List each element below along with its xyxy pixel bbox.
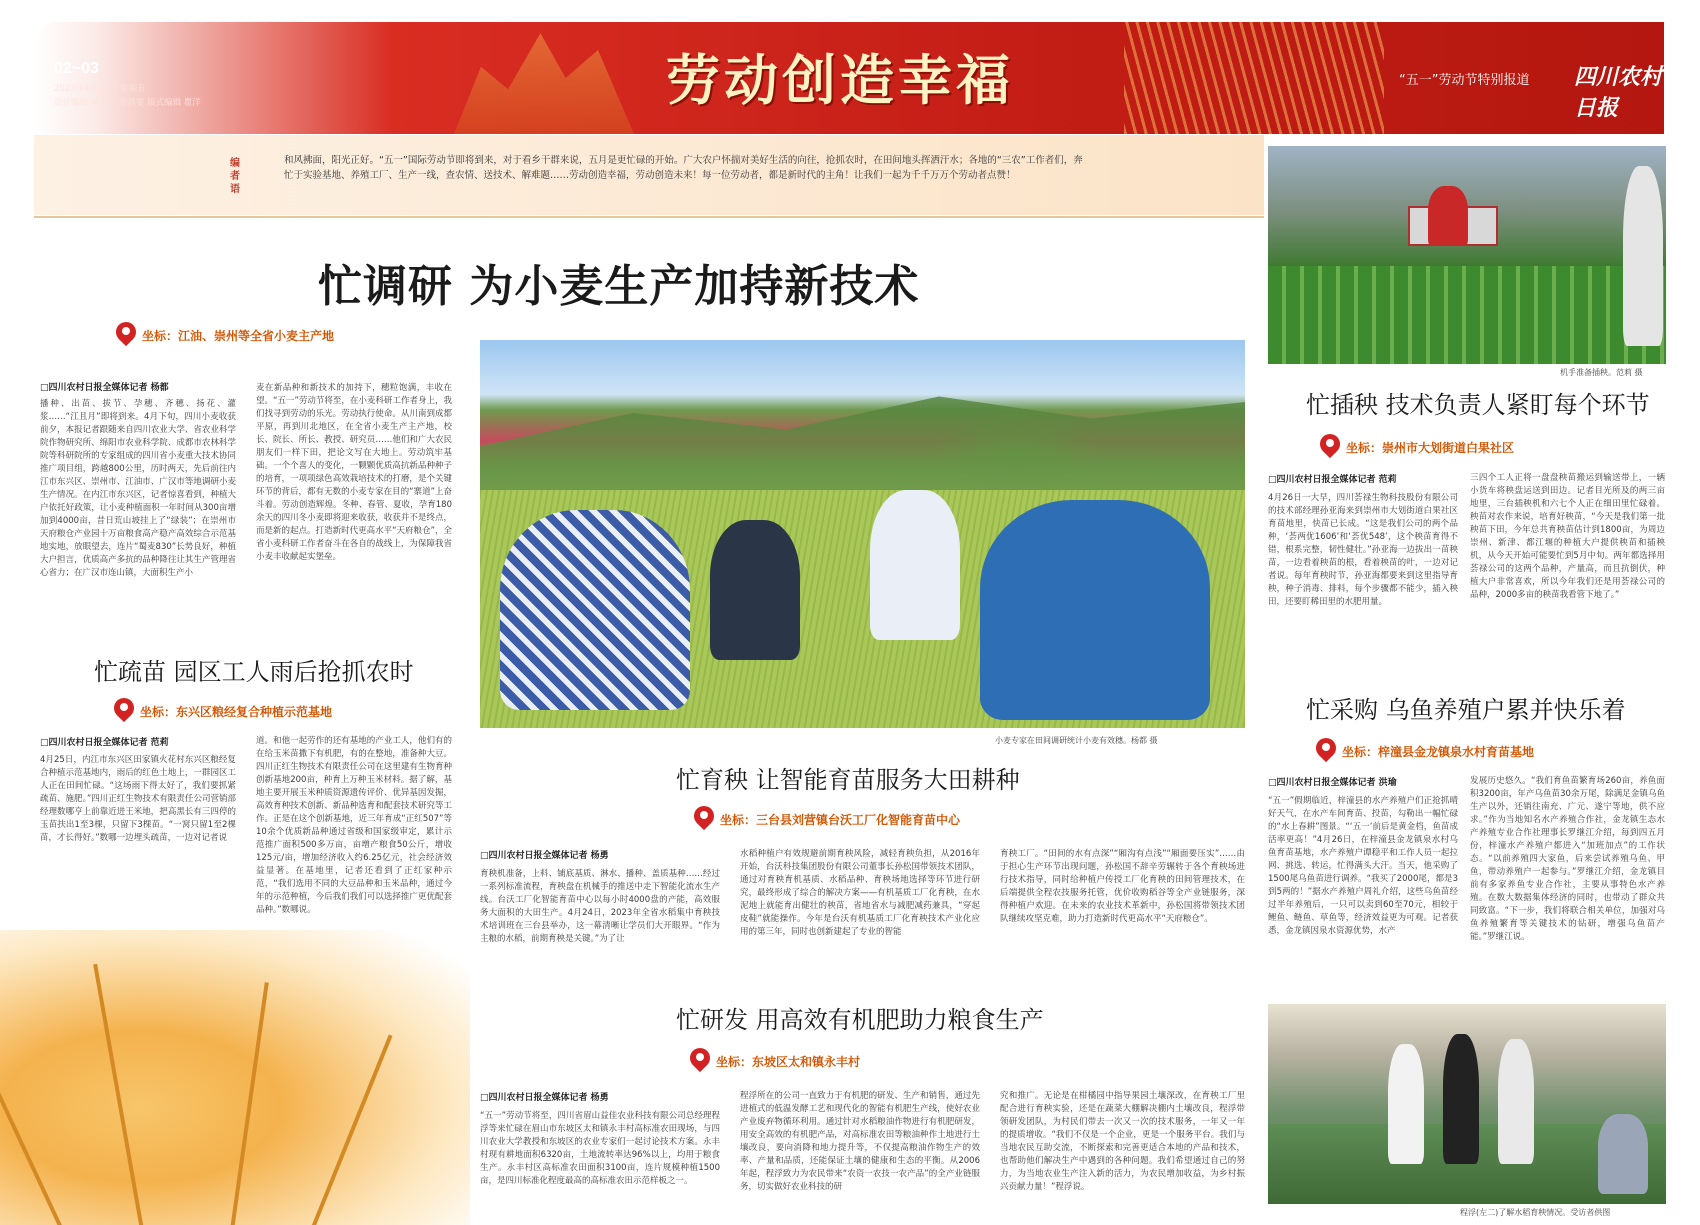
article-wheat-col2: 麦在新品种和新技术的加持下，穗粒饱满，丰收在望。“五一”劳动节将至，在小麦科研工作者身上，我们找寻到劳动的乐光。劳动执行使命。从川南到成都平原，再到川北地区，在全省小麦生产主产地，校长、院长、所长、教授、研究员……他们和广大农民朋友们一样下田，把论文写在大地上。劳动筑牢基础。一个个喜人的变化，一颗颗优质高抗新品种种子的培育，一项项绿色高效栽培技术的打磨，是个关键环节的背后，都有无数的小麦专家在目的“寨道”上奋斗着。劳动创造辉煌。冬种、春管、夏收，孕育180余天的四川冬小麦即将迎来收获，收获并不是终点，而是新的起点。打造新时代更高水平“天府粮仓”，全省小麦科研工作者奋斗在各自的战线上，为保障我省小麦丰收献起实堡垒。: [256, 383, 452, 562]
location-label: 坐标：三台县刘营镇台沃工厂化智能育苗中心: [720, 812, 961, 827]
location-wheat: [116, 322, 334, 348]
page-title: 劳动创造幸福: [666, 48, 1014, 112]
article-transplant-col1: 4月26日一大早，四川荟禄生物科技股份有限公司的技术部经理孙亚海来到崇州市大划街道白果社区育苗地里，快苗已长成。“这是我们公司的两个品种，‘荟两优1606’和‘荟优548’，这个秧苗育得不错，根系完整，韧性健壮。”孙亚海一边拔出一苗秧苗，一边看着秧苗的根，看着秧苗的叶，一边对记者说。每年育秧时节，孙亚海都要来到这里指导育秧，种子消毒、排料，每个步骤都不能少，插入秧田，还要盯稀田里的水肥用量。: [1268, 493, 1458, 607]
location-pin-icon: [690, 1048, 710, 1074]
caption-wheat: 小麦专家在田间调研统计小麦有效穗。杨都 摄: [995, 736, 1158, 745]
location-transplant: [1320, 434, 1514, 460]
location-label: 坐标：东兴区粮经复合种植示范基地: [140, 704, 333, 719]
article-fish-col2: 发展历史悠久。“我们育鱼苗繁育场260亩，养鱼面积3200亩，年产乌鱼苗30余万尾，除满足金镇乌鱼生产以外，还销往南充、广元、遂宁等地，供不应求。”作为当地知名水产养殖合作社，金龙镇生态水产养殖专业合作社理事长罗继江介绍，每到四五月份，梓潼水产养殖户都进入“加班加点”的工作状态。“以前养殖四大家鱼，后来尝试养殖乌鱼、甲鱼，带动养殖户一起参与。”罗继江介绍，金龙镇目前有多家养鱼专业合作社，主要从事特色水产养殖。在数大数据集体经济的同时，也带动了群众共同致富。“下一步，我们将联合相关单位，加强对乌鱼养殖繁育等关键技术的钻研，增强乌鱼苗产能。”罗继江说。: [1470, 776, 1665, 942]
location-pin-icon: [1320, 434, 1340, 460]
photo-seedling-trays: [1268, 266, 1666, 364]
header-banner: [34, 22, 1664, 134]
divider: [34, 216, 1264, 218]
publish-date: 2023年4月28日 星期五: [54, 84, 146, 94]
photo-person: [870, 490, 960, 640]
editor-note-tag: 编者语: [230, 158, 240, 195]
wheat-ear-illustration: [0, 930, 470, 1225]
article-fertilizer-col1: “五一”劳动节将至，四川省眉山益佳农业科技有限公司总经理程浮等来忙碌在眉山市东坡区太和镇永丰村高标准农田现场，与四川农业大学教授和东坡区的农业专家们一起讨论技术方案。永丰村现有耕地面积6320亩，土地流转率达96%以上，均用于粮食生产。永丰村区高标准农田面积3100亩，连片规模种植1500亩，是四川标准化程度最高的高标准农田示范样板之一。: [480, 1111, 720, 1186]
article-wheat-col1: 播种、出苗、拔节、孕穗、齐穗、扬花、灌浆……“江且月”即将到来。4月下旬，四川小麦收获前夕，本报记者跟随来自四川农业大学、省农业科学院作物研究所、绵阳市农业科学院、成都市农林科学院等科研院所的专家组成的四川省小麦重大技术协同推广项目组，跨越800公里，历时两天，先后前往内江市东兴区、崇州市、江油市、广汉市等地调研小麦生产情况。在内江市东兴区，记者惊喜看到，种植大户依托好政策，让小麦种植面积一年时间从300亩增加到4000亩，昔日荒山坡挂上了“绿装”；在崇州市天府粮仓产业园十万亩粮食高产稳产高效综合示范基地实地，放眼望去，连片“蜀麦830”长势良好，种植大户担言，优质高产多抗的品种降往让其生产管理省心省力；在广汉市连山镇，大面积生产小: [40, 399, 236, 578]
photo-person: [1623, 166, 1663, 346]
wheat-field-photo: [480, 340, 1245, 728]
article-smart-seedling-col2: 水稻种植户有效规避前期育秧风险，减轻育秧负担，从2016年开始，台沃科技集团股份有限公司董事长孙松国带领技术团队，通过对育秧育机基质、水稻品种、育秧场地选择等环节进行研究，最终形成了综合的解决方案——有机基质工厂化育秧，在水泥地上就能育出健壮的秧苗，省地省水与减肥减药兼具，“穿起皮鞋”就能操作。今年是台沃有机基质工厂化育秧技术产业化应用的第三年，同时也创新建起了专业的智能: [740, 849, 980, 937]
transplant-photo: [1268, 146, 1666, 364]
headline-seedling: 忙疏苗 园区工人雨后抢抓农时: [94, 658, 414, 686]
location-fertilizer: [690, 1048, 860, 1074]
location-label: 坐标：崇州市大划街道白果社区: [1346, 440, 1515, 455]
editor-credits: 责任编辑 黄毅一 廖昌雯 版式编辑 瞿洋: [54, 98, 201, 108]
wheat-stalk: [230, 982, 269, 1225]
byline-transplant: □四川农村日报全媒体记者 范莉: [1268, 475, 1397, 485]
caption-transplant: 机手准备插秧。范莉 摄: [1560, 368, 1643, 377]
article-smart-seedling-col1: 育秧机准备，上料、铺底基质、淋水、播种、盖质基种……经过一系列标准流程，育秧盘在机械手的推送中走下智能化流水生产线。台沃工厂化智能育苗中心以每小时4000盘的产能，高效服务大面积的大田生产。4月24日，2023年全省水稻集中育秧技术培训班在三台县举办，这一幕清晰让学员们大开眼界。“作为主粮的水稻，前期育秧是关键。”为了让: [480, 869, 720, 944]
headline-transplant: 忙插秧 技术负责人紧盯每个环节: [1306, 391, 1650, 419]
byline-wheat: □四川农村日报全媒体记者 杨都: [40, 383, 169, 393]
article-smart-seedling-col3: 育秧工厂。“田间的水有点深”“厢沟有点浅”“厢面要压实”……由于担心生产环节出现问题，孙松国不辞辛劳辗转于各个育秧场进行技术指导，同时给种植户传授工厂化育秧的田间管理技术，在后端提供全程农技服务托管，优价收购稻谷等全产业链服务，深得种植户欢迎。在未来的农业技术革新中，孙松国将带领技术团队继续攻坚克难，助力打造新时代更高水平“天府粮仓”。: [1000, 849, 1245, 924]
editor-note-text: 和风拂面，阳光正好。“五一”国际劳动节即将到来，对于看乡干群来说，五月是更忙碌的开始。广大农户怀揣对美好生活的向往，抢抓农时，在田间地头挥洒汗水；各地的“三农”工作者们，奔忙于实验基地、养殖工厂、生产一线，查农情、送技术、解难题……劳动创造幸福，劳动创造未来！每一位劳动者，都是新时代的主角！让我们一起为千千万万个劳动者点赞！: [284, 155, 1083, 181]
location-pin-icon: [694, 806, 714, 832]
headline-fertilizer: 忙研发 用高效有机肥助力粮食生产: [676, 1006, 1044, 1034]
location-seedling: [114, 698, 332, 724]
location-pin-icon: [114, 698, 134, 724]
fertilizer-photo: [1268, 1004, 1666, 1204]
wheat-stalk: [310, 1035, 392, 1225]
photo-person: [500, 510, 690, 710]
photo-hills: [480, 380, 1245, 490]
photo-person: [1598, 1114, 1648, 1194]
location-label: 坐标：东坡区太和镇永丰村: [716, 1054, 861, 1069]
photo-person: [1443, 1034, 1479, 1164]
photo-person: [710, 520, 800, 660]
special-report-label: “五一”劳动节特别报道: [1399, 73, 1530, 88]
newspaper-masthead: 四川农村日报: [1574, 64, 1663, 121]
article-transplant-col2: 三四个工人正将一盘盘秧苗搬运到输送带上，一辆小货车将秧盘运送到田边。记者目光所及的两三亩地里，三台插秧机和六七个人正在细田里忙碌着。秧苗对农作来说，培育好秧苗，“今天是我们第一批秧苗下田，今年总共育秧苗估计到1800亩，为周边崇州、新津、都江堰的种植大户提供秧苗和插秧机，从今天开始可能要忙到5月中旬。两年都选择用荟禄公司的这两个品种，产量高，而且抗倒伏，种植大户非常喜欢，所以今年我们还是用荟禄公司的品种，2000多亩的秧苗我看管下地了。”: [1470, 473, 1665, 600]
location-smart-seedling: [694, 806, 960, 832]
article-seedling-col1: 4月25日，内江市东兴区田家镇火花村东兴区粮经复合种植示范基地内，雨后的红色土地上，一群园区工人正在田间忙碌。“这场雨下得太好了，我们要抓紧疏苗、施肥。”四川正红生物技术有限责任公司营销部经理数哪亨上前靠近进王米地，把高黑长有三四停的玉苗扶出1至3棵，只留下3棵苗。“一窝只留1至2棵苗，才长得好。”数哪一边埋头疏苗，一边对记者说: [40, 755, 236, 843]
headline-fish: 忙采购 乌鱼养殖户累并快乐着: [1306, 696, 1626, 724]
location-label: 坐标：江油、崇州等全省小麦主产地: [142, 328, 335, 343]
banner-wheat-decoration: [1124, 22, 1384, 134]
headline-smart-seedling: 忙育秧 让智能育苗服务大田耕种: [676, 766, 1020, 794]
byline-seedling: □四川农村日报全媒体记者 范莉: [40, 738, 169, 748]
location-fish: [1316, 738, 1534, 764]
byline-fertilizer: □四川农村日报全媒体记者 杨勇: [480, 1093, 609, 1103]
page-number: 02~03: [54, 60, 99, 77]
photo-person: [1428, 186, 1468, 246]
headline-wheat: 忙调研 为小麦生产加持新技术: [318, 261, 920, 312]
wheat-stalk: [93, 964, 144, 1225]
location-label: 坐标：梓潼县金龙镇泉水村育苗基地: [1342, 744, 1535, 759]
article-fertilizer-col3: 究和推广。无论是在柑橘园中指导果园土壤深改，在育秧工厂里配合进行育秧实验，还是在蔬菜大棚解决棚内土壤改良，程浮带领研发团队，为村民们带去一次又一次的技术服务，一年又一年的提质增收。“我们不仅是一个企业，更是一个服务平台。我们与当地农民互助交流，不断探索和完善更适合本地的产品和技术，也帮助他们解决生产中遇到的各种问题。我们希望通过自己的努力，为当地农业生产注入新的活力，为农民增加收益，为乡村振兴贡献力量！”程浮说。: [1000, 1091, 1245, 1192]
editor-note: [34, 135, 1264, 215]
article-fish-col1: “五一”假期临近，梓潼县的水产养殖户们正抢抓晴好天气，在水产车间育苗、投苗，勾勒出一幅忙碌的“水上春耕”图景。“‘五一’前后是黄金档，鱼苗成活率更高！”4月26日，在梓潼县金龙镇泉水村乌鱼育苗基地，水产养殖户谭稳平和工作人员一起拉网、挑选、转运，忙得满头大汗。当天，他采购了1500尾乌鱼苗进行调养。“我买了2000尾，都是3到5两的！”据水产养殖户周礼介绍，这些乌鱼苗经过半年养殖后，一只可以卖到60至70元，相较于鲤鱼、鲢鱼、草鱼等，经济效益更为可观。记者获悉，金龙镇因泉水资源优势，水产: [1268, 796, 1458, 936]
byline-fish: □四川农村日报全媒体记者 洪瑜: [1268, 778, 1397, 788]
caption-fertilizer: 程浮(左二)了解水稻育秧情况。受访者供图: [1460, 1208, 1611, 1217]
photo-person: [1498, 1039, 1534, 1164]
photo-person: [1388, 1044, 1424, 1164]
banner-illustration: [454, 22, 634, 134]
article-seedling-col2: 道。和他一起劳作的还有基地的产业工人，他们有的在给玉米苗撒下有机肥，有的在整地，准备种大豆。四川正红生物技术有限责任公司在这里建有生物育种创新基地200亩，种育上万种玉米材料。据了解，基地主要开展玉米种质资源遗传评价、优异基因发掘，高效育种技术创新、新品种选育和配套技术研究等工作。正是在这个创新基地，近三年育成“正红507”等10余个优质新品种通过省级和国家级审定，累计示范推广面积500多万亩，亩增产粮食50公斤，增收125元/亩，增加经济收入约6.25亿元，社会经济效益显著。在基地里，记者还看到了正红家种示范，“我们选用不同的大豆品种和玉米品种，通过今年的示范种植，今后我们我们可以选择推广更优配套品种。”数哪说。: [256, 736, 452, 915]
wheat-stalk: [0, 1012, 64, 1225]
location-pin-icon: [1316, 738, 1336, 764]
byline-smart-seedling: □四川农村日报全媒体记者 杨勇: [480, 851, 609, 861]
article-fertilizer-col2: 程浮所在的公司一直致力于有机肥的研发、生产和销售，通过先进植式的低温发酵工艺和现代化的智能有机肥生产线，使好农业产业废弃物循环利用。通过针对水稻粮油作物进行有机肥研发，用安全高效的有机肥产品，对高标准农田等粮油种作土地进行土壤改良，要向消降和地力提升等，不仅提高粮油作物生产的效率、产量和品质，还能保证土壤的健康和生态的平衡。从2006年起，程浮致力为农民带来“农资一农技一农产品”的全产业链服务，切实做好农业科技的研: [740, 1091, 980, 1192]
photo-person: [980, 500, 1210, 720]
location-pin-icon: [116, 322, 136, 348]
